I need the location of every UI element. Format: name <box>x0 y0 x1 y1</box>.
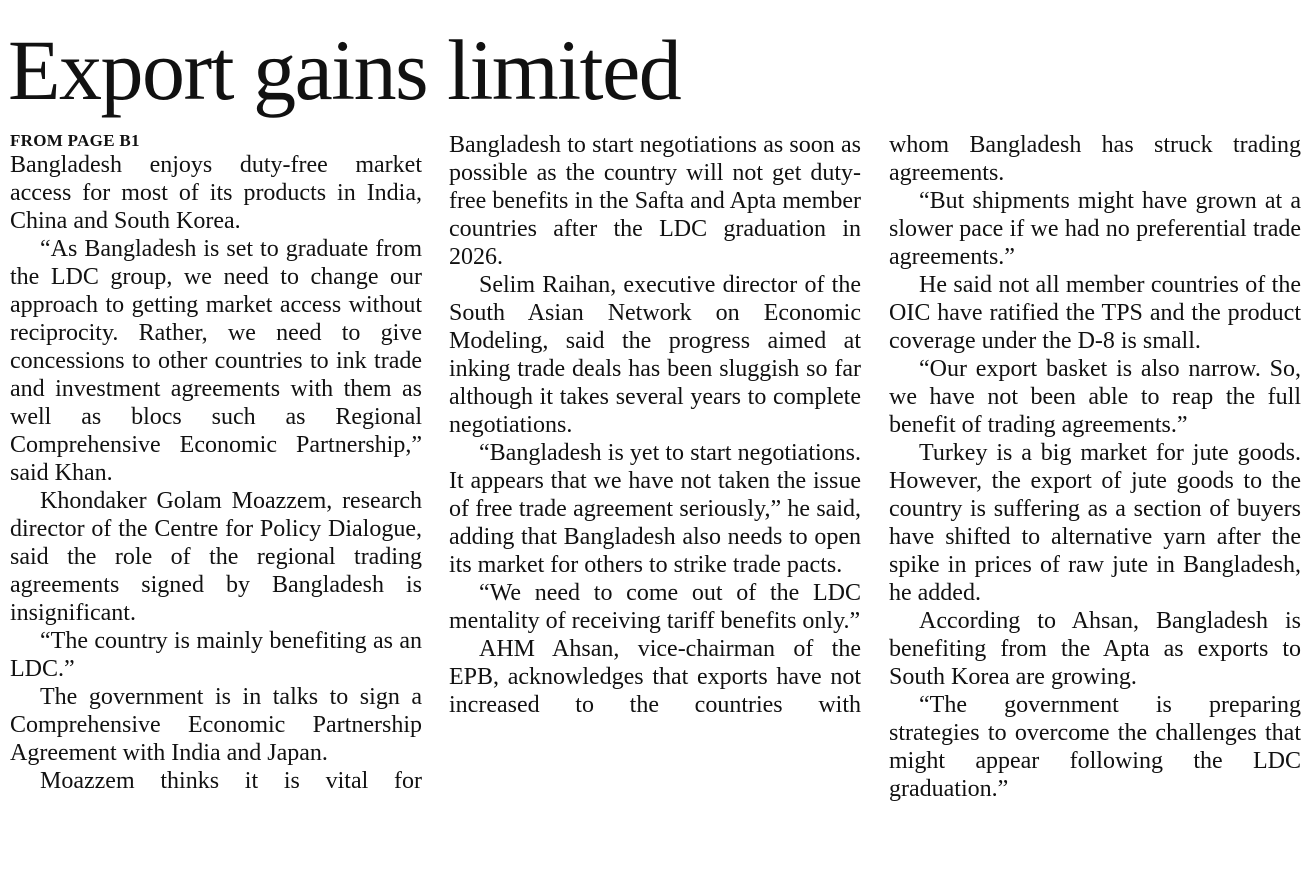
paragraph: “The government is preparing strategies to overcome the challenges that might appear following the LDC graduation.” <box>889 692 1301 802</box>
paragraph: AHM Ahsan, vice-chairman of the EPB, acknowledges that exports have not increased to the countries with <box>449 636 861 718</box>
paragraph: “As Bangladesh is set to graduate from the LDC group, we need to change our approach to getting market access without reciprocity. Rather, we need to give concessions to other countries to ink trade and investment agreements with them as well as blocs such as Regional Comprehensive Economic Partnership,” said Khan. <box>10 236 422 486</box>
paragraph: “We need to come out of the LDC mentality of receiving tariff benefits only.” <box>449 580 861 634</box>
paragraph: “But shipments might have grown at a slower pace if we had no preferential trade agreements.” <box>889 188 1301 270</box>
paragraph: Moazzem thinks it is vital for <box>40 768 422 794</box>
paragraph: Bangladesh to start negotiations as soon as possible as the country will not get duty-free benefits in the Safta and Apta member countries after the LDC graduation in 2026. <box>449 132 861 270</box>
paragraph: Turkey is a big market for jute goods. However, the export of jute goods to the country is suffering as a section of buyers have shifted to alternative yarn after the spike in prices of raw jute in Bangladesh, he added. <box>889 440 1301 606</box>
paragraph: He said not all member countries of the OIC have ratified the TPS and the product coverage under the D-8 is small. <box>889 272 1301 354</box>
paragraph: Bangladesh enjoys duty-free market access for most of its products in India, China and South Korea. <box>10 152 422 234</box>
paragraph: The government is in talks to sign a Comprehensive Economic Partnership Agreement with India and Japan. <box>10 684 422 766</box>
kicker: FROM PAGE B1 <box>10 131 140 150</box>
article-column-1 <box>10 131 422 795</box>
article-column-3 <box>889 131 1301 803</box>
paragraph: Selim Raihan, executive director of the South Asian Network on Economic Modeling, said the progress aimed at inking trade deals has been sluggish so far although it takes several years to complete negotiations. <box>449 272 861 438</box>
paragraph: “The country is mainly benefiting as an LDC.” <box>10 628 422 682</box>
paragraph: “Our export basket is also narrow. So, we have not been able to reap the full benefit of trading agreements.” <box>889 356 1301 438</box>
headline: Export gains limited <box>8 22 681 118</box>
paragraph: According to Ahsan, Bangladesh is benefiting from the Apta as exports to South Korea are growing. <box>889 608 1301 690</box>
paragraph: “Bangladesh is yet to start negotiations. It appears that we have not taken the issue of free trade agreement seriously,” he said, adding that Bangladesh also needs to open its market for others to strike trade pacts. <box>449 440 861 578</box>
paragraph: Khondaker Golam Moazzem, research director of the Centre for Policy Dialogue, said the role of the regional trading agreements signed by Bangladesh is insignificant. <box>10 488 422 626</box>
article-column-2 <box>449 131 861 719</box>
paragraph: whom Bangladesh has struck trading agreements. <box>889 132 1301 186</box>
